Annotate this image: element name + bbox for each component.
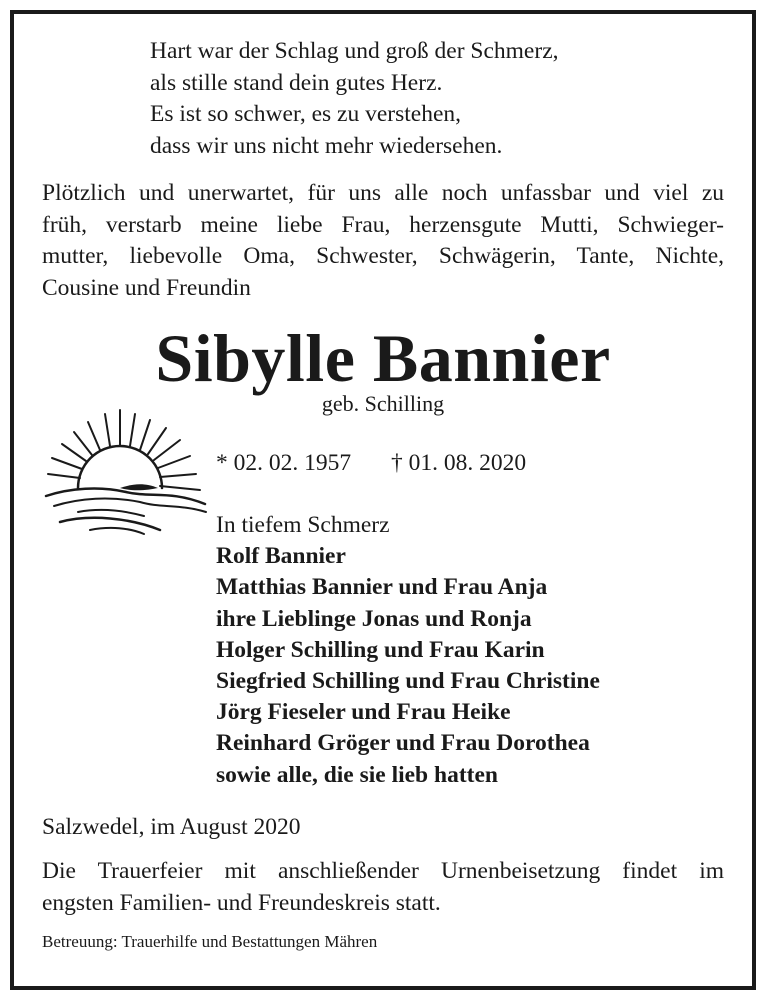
poem-line: Es ist so schwer, es zu verstehen, <box>150 101 462 127</box>
sunset-icon <box>40 400 210 540</box>
mourner-name: Holger Schilling und Frau Karin <box>216 636 545 663</box>
funeral-info <box>42 856 724 919</box>
poem-line: als stille stand dein gutes Herz. <box>150 69 443 96</box>
intro-text <box>42 178 724 304</box>
maiden-name: geb. Schilling <box>321 391 445 416</box>
mourner-name: sowie alle, die sie lieb hatten <box>216 761 498 788</box>
intro-line: früh, verstarb meine liebe Frau, herzensgute Mutti, Schwieger- <box>42 211 724 238</box>
funeral-line: Die Trauerfeier mit anschließender Urnenbeisetzung findet im <box>42 858 724 884</box>
mourners <box>216 510 600 791</box>
birth-date: * 02. 02. 1957 <box>216 450 352 476</box>
mourner-name: Siegfried Schilling und Frau Christine <box>216 668 600 695</box>
deceased-name: Sibylle Bannier <box>155 320 611 396</box>
mourner-name: Rolf Bannier <box>216 543 346 570</box>
mourner-name: Reinhard Gröger und Frau Dorothea <box>216 730 590 757</box>
funeral-line: engsten Familien- und Freundeskreis statt. <box>42 889 441 916</box>
mourner-name: Matthias Bannier und Frau Anja <box>216 574 548 601</box>
intro-line: mutter, liebevolle Oma, Schwester, Schwägerin, Tante, Nichte, <box>42 243 724 269</box>
life-dates <box>216 448 526 479</box>
intro-line: Cousine und Freundin <box>42 274 251 301</box>
poem-line: Hart war der Schlag und groß der Schmerz, <box>150 38 559 64</box>
mourner-name: ihre Lieblinge Jonas und Ronja <box>216 605 532 632</box>
intro-line: Plötzlich und unerwartet, für uns alle noch unfassbar und viel zu <box>42 180 724 206</box>
place-date: Salzwedel, im August 2020 <box>42 814 301 840</box>
death-date: † 01. 08. 2020 <box>391 450 527 476</box>
poem-line: dass wir uns nicht mehr wiedersehen. <box>150 132 503 159</box>
mourners-heading: In tiefem Schmerz <box>216 512 390 538</box>
undertaker-credit: Betreuung: Trauerhilfe und Bestattungen Mähren <box>42 932 378 951</box>
poem <box>150 36 559 162</box>
mourner-name: Jörg Fieseler und Frau Heike <box>216 699 511 726</box>
